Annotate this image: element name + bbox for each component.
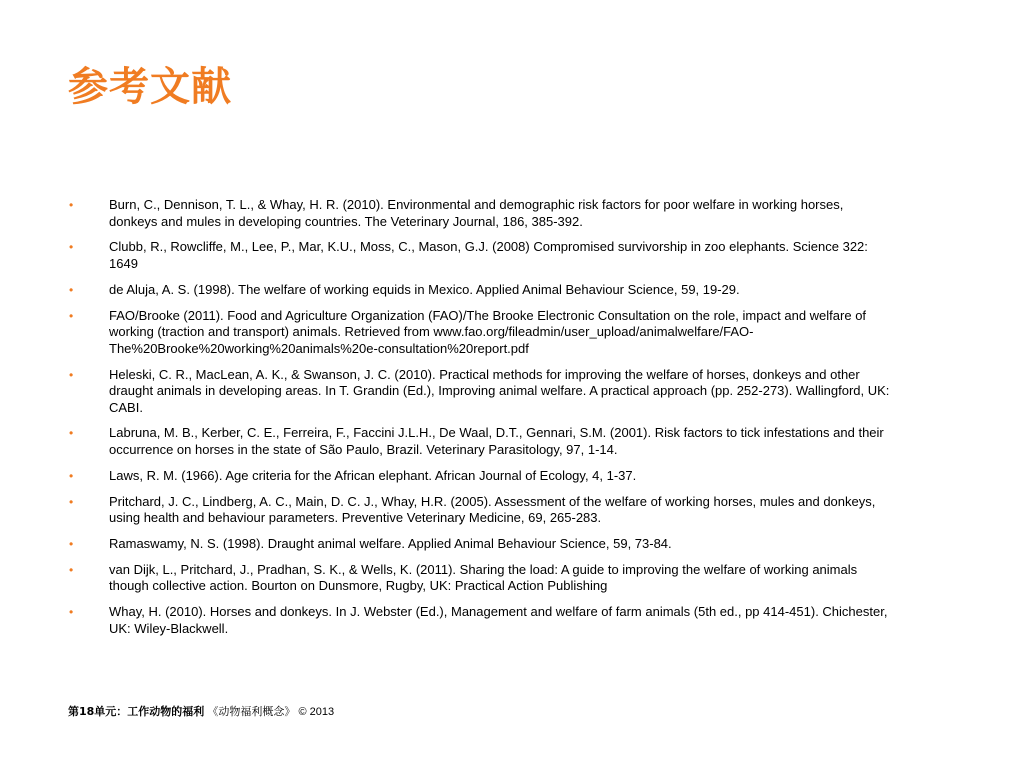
reference-text: Labruna, M. B., Kerber, C. E., Ferreira, F., Faccini J.L.H., De Waal, D.T., Gennari, S.M. (2001). Risk factors to tick infestations and their occurrence on horses in the state of São Paulo, Brazil. Veterinary Parasitology, 97, 1-14. <box>109 425 884 458</box>
reference-text: Whay, H. (2010). Horses and donkeys. In J. Webster (Ed.), Management and welfare of farm animals (5th ed., pp 414-451). Chichester, UK: Wiley-Blackwell. <box>109 604 888 636</box>
bullet-icon: • <box>69 367 74 382</box>
reference-text: Laws, R. M. (1966). Age criteria for the African elephant. African Journal of Ecology, 4, 1-37. <box>109 467 637 483</box>
bullet-icon: • <box>69 426 74 441</box>
reference-item <box>68 536 968 553</box>
reference-text: Pritchard, J. C., Lindberg, A. C., Main, D. C. J., Whay, H.R. (2005). Assessment of the welfare of working horses, mules and donkeys, using health and behaviour parameters. Preventive Veterinary Medicine, 69, 265-283. <box>109 493 876 526</box>
reference-item <box>68 604 968 637</box>
bullet-icon: • <box>69 537 74 551</box>
slide-footer <box>68 705 334 719</box>
bullet-icon: • <box>69 282 74 297</box>
reference-text: Clubb, R., Rowcliffe, M., Lee, P., Mar, K.U., Moss, C., Mason, G.J. (2008) Compromised survivorship in zoo elephants. Science 322: 1649 <box>109 239 868 271</box>
reference-text: FAO/Brooke (2011). Food and Agriculture Organization (FAO)/The Brooke Electronic Consultation on the role, impact and welfare of working (traction and transport) animals. Retrieved from www.fao.org/fileadmin/user_upload/animalwelfare/FAO- The%20Brooke%20working%20animals%20e-consultation%20report.pdf <box>109 307 867 356</box>
bullet-icon: • <box>69 494 74 509</box>
reference-text: Burn, C., Dennison, T. L., & Whay, H. R. (2010). Environmental and demographic risk factors for poor welfare in working horses, donkeys and mules in developing countries. The Veterinary Journal, 186, 385-392. <box>109 197 844 229</box>
footer-unit-label: 第18单元：工作动物的福利 <box>68 705 205 718</box>
page-title: 参考文献 <box>68 64 232 110</box>
reference-item <box>68 282 968 299</box>
reference-list <box>68 197 968 647</box>
bullet-icon: • <box>69 308 74 323</box>
reference-text: Heleski, C. R., MacLean, A. K., & Swanson, J. C. (2010). Practical methods for improving the welfare of horses, donkeys and other draught animals in developing areas. In T. Grandin (Ed.), Improving animal welfare. A practical approach (pp. 252-273). Wallingford, UK: CABI. <box>109 366 890 415</box>
bullet-icon: • <box>69 605 74 620</box>
bullet-icon: • <box>69 198 74 212</box>
reference-text: van Dijk, L., Pritchard, J., Pradhan, S. K., & Wells, K. (2011). Sharing the load: A guide to improving the welfare of working animals though collective action. Bourton on Dunsmore, Rugby, UK: Practical Action Publishing <box>109 561 858 594</box>
reference-text: de Aluja, A. S. (1998). The welfare of working equids in Mexico. Applied Animal Behaviour Science, 59, 19-29. <box>109 281 740 297</box>
footer-course-label: 《动物福利概念》 <box>207 705 296 718</box>
reference-text: Ramaswamy, N. S. (1998). Draught animal welfare. Applied Animal Behaviour Science, 59, 73-84. <box>109 536 672 551</box>
reference-item <box>68 239 968 272</box>
bullet-icon: • <box>69 562 74 577</box>
reference-item <box>68 562 968 595</box>
bullet-icon: • <box>69 240 74 255</box>
footer-copyright: © 2013 <box>298 706 335 718</box>
reference-item <box>68 308 968 358</box>
reference-item <box>68 425 968 458</box>
reference-item <box>68 197 968 230</box>
reference-item <box>68 367 968 417</box>
reference-item <box>68 468 968 485</box>
reference-item <box>68 494 968 527</box>
bullet-icon: • <box>69 468 74 483</box>
